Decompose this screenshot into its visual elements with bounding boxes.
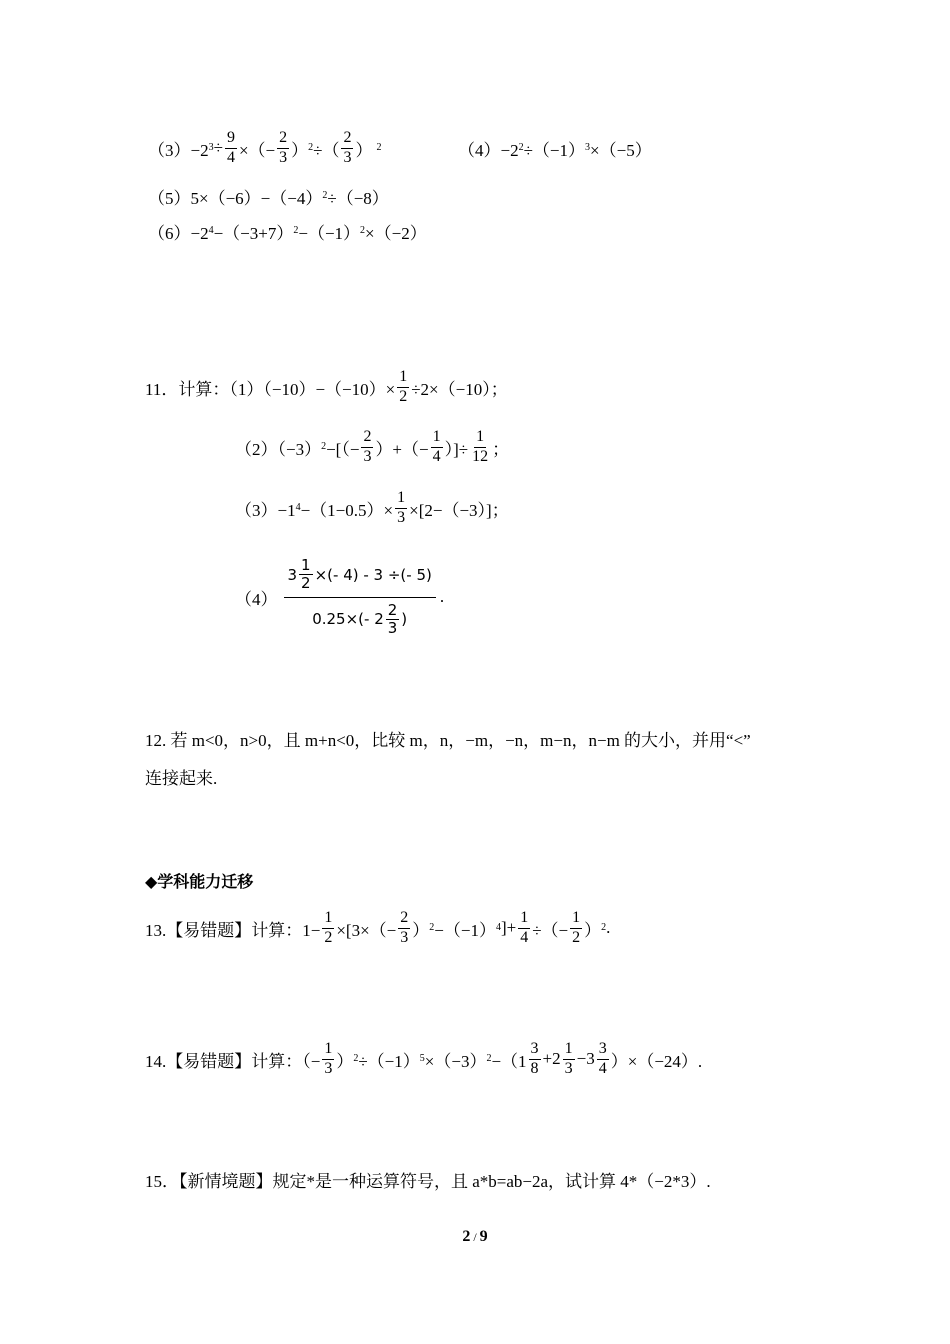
question-12-line-2 xyxy=(145,764,217,788)
numerator: 9 xyxy=(225,129,237,148)
numerator: 1 xyxy=(474,428,486,447)
section-heading xyxy=(145,868,253,892)
text: +2 xyxy=(542,1049,561,1068)
text: ÷（− xyxy=(532,920,569,940)
text: ） xyxy=(412,920,430,940)
numerator: 3 xyxy=(529,1040,541,1059)
fraction xyxy=(470,428,490,466)
text: （4）−2 xyxy=(458,140,519,160)
fraction xyxy=(570,909,582,947)
fraction xyxy=(397,368,409,406)
question-13: 13.【易错题】计算：1− $\frac{1}{2}$ ×[3×（− $\frac{2}{3}$ ） 2 −（−1） 4 ]+ $\frac{1}{4}$ ÷（− $\frac{1}{2}$ ） 2 . xyxy=(145,909,611,946)
numerator: 2 xyxy=(341,129,353,148)
text: −3 xyxy=(576,1049,595,1068)
denominator: 4 xyxy=(432,447,441,465)
denominator: 3 xyxy=(363,447,372,465)
denominator: 8 xyxy=(530,1059,539,1077)
compound-fraction xyxy=(284,557,436,637)
numerator: 1 xyxy=(431,428,443,447)
numerator: 2 xyxy=(387,600,398,619)
text: ÷（−1） xyxy=(358,1051,420,1071)
text: ÷（−8） xyxy=(327,188,389,208)
denominator: 3 xyxy=(324,1059,333,1077)
problem-10-6: （6）−2 4 −（−3+7） 2 −（−1） 2 ×（−2） xyxy=(148,219,427,243)
numerator: 1 xyxy=(395,489,407,508)
fraction xyxy=(322,909,334,947)
text: （2）（−3） xyxy=(235,439,322,459)
fraction xyxy=(386,602,400,638)
text: ÷（−1） xyxy=(523,140,586,160)
text: ）+（− xyxy=(375,439,429,459)
text: ） xyxy=(584,920,602,940)
fraction xyxy=(395,489,407,527)
denominator: 3 xyxy=(279,148,288,166)
question-11-part-4 xyxy=(235,552,444,642)
text: ÷ xyxy=(213,138,223,157)
text: ） xyxy=(355,140,373,160)
numerator: 1 xyxy=(570,909,582,928)
total-pages: 9 xyxy=(479,1228,488,1245)
compound-numerator xyxy=(284,557,436,598)
fraction xyxy=(299,557,313,593)
denominator: 4 xyxy=(520,928,529,946)
text: （4） xyxy=(235,589,278,609)
text: ； xyxy=(492,439,510,459)
denominator: 2 xyxy=(301,574,311,593)
denominator: 2 xyxy=(324,928,333,946)
text: ÷（ xyxy=(313,140,340,160)
numerator: 1 xyxy=(397,368,409,387)
denominator: 3 xyxy=(387,618,398,637)
denominator: 4 xyxy=(226,148,235,166)
text: ×（− xyxy=(238,140,276,160)
text: （6）−2 xyxy=(148,223,209,243)
text: ×（−2） xyxy=(365,223,427,243)
text: ）×（−24）. xyxy=(610,1051,703,1071)
text: −（1 xyxy=(491,1051,527,1071)
fraction xyxy=(225,129,237,167)
numerator: 2 xyxy=(398,909,410,928)
fraction xyxy=(277,129,289,167)
whole: 3 xyxy=(287,565,298,584)
denominator: 2 xyxy=(572,928,581,946)
fraction xyxy=(518,909,530,947)
question-11-part-1 xyxy=(145,365,508,409)
text: （5）5×（−6）−（−4） xyxy=(148,188,323,208)
denominator: 3 xyxy=(343,148,352,166)
fraction xyxy=(361,428,373,466)
fraction xyxy=(529,1040,541,1078)
text: （3）−2 xyxy=(148,140,209,160)
compound-denominator xyxy=(308,598,411,638)
numerator: 2 xyxy=(361,428,373,447)
text: ×（−5） xyxy=(590,140,652,160)
numerator: 2 xyxy=(277,129,289,148)
denominator: 4 xyxy=(598,1059,607,1077)
text: . xyxy=(439,587,445,606)
current-page: 2 xyxy=(462,1228,471,1245)
problem-10-3: （3）−2 3 ÷ $\frac{9}{4}$ ×（− $\frac{2}{3}$ ） 2 ÷（ $\frac{2}{3}$ ） 2 xyxy=(148,129,382,166)
numerator: 1 xyxy=(322,1040,334,1059)
denominator: 12 xyxy=(472,447,489,465)
fraction xyxy=(341,129,353,167)
text: −（1−0.5）× xyxy=(300,500,394,520)
numerator: 1 xyxy=(563,1040,575,1059)
text: −[（− xyxy=(326,439,360,459)
text: ×[2−（−3）]； xyxy=(409,500,509,520)
fraction xyxy=(322,1040,334,1078)
problem-10-5: （5）5×（−6）−（−4） 2 ÷（−8） xyxy=(148,184,389,208)
text: ×(- 4) - 3 ÷(- 5) xyxy=(314,565,432,584)
mixed-number xyxy=(288,557,315,593)
question-15 xyxy=(145,1167,711,1191)
text: −（−1） xyxy=(298,223,361,243)
text: ×[3×（− xyxy=(336,920,397,940)
fraction xyxy=(597,1040,609,1078)
fraction xyxy=(563,1040,575,1078)
text: ×（−3） xyxy=(424,1051,487,1071)
page-separator: / xyxy=(470,1230,480,1244)
problem-10-4: （4）−2 2 ÷（−1） 3 ×（−5） xyxy=(458,136,652,160)
page-number xyxy=(0,1228,950,1246)
text: ） xyxy=(291,140,309,160)
denominator: 3 xyxy=(564,1059,573,1077)
text: （3）−1 xyxy=(235,500,296,520)
text: 连接起来. xyxy=(145,768,218,788)
denominator: 2 xyxy=(399,387,408,405)
numerator: 3 xyxy=(597,1040,609,1059)
text: 14.【易错题】计算：（− xyxy=(145,1051,321,1071)
text: ）]÷ xyxy=(444,439,469,459)
question-12-line-1 xyxy=(145,726,751,750)
numerator: 1 xyxy=(518,909,530,928)
text: ◆学科能力迁移 xyxy=(145,871,254,891)
text: ) xyxy=(401,610,408,629)
numerator: 1 xyxy=(322,909,334,928)
text: . xyxy=(606,918,611,937)
question-11-part-3: （3）−1 4 −（1−0.5）× $\frac{1}{3}$ ×[2−（−3）]； xyxy=(235,489,509,526)
text: −（−3+7） xyxy=(213,223,294,243)
question-14: 14.【易错题】计算：（− $\frac{1}{3}$ ） 2 ÷（−1） 5 ×（−3） 2 −（1 $\frac{3}{8}$ +2 $\frac{1}{3}$ −3 $\frac{3}{4}$ ）×（−24）. xyxy=(145,1040,703,1077)
text: ） xyxy=(336,1051,354,1071)
denominator: 3 xyxy=(397,508,406,526)
question-11-part-2: （2）（−3） 2 −[（− $\frac{2}{3}$ ）+（− $\frac{1}{4}$ ）]÷ $\frac{1}{12}$ ； xyxy=(235,428,510,465)
text: −（−1） xyxy=(434,920,496,940)
fraction xyxy=(431,428,443,466)
text: 0.25×(- 2 xyxy=(312,610,384,629)
text: 13.【易错题】计算：1− xyxy=(145,920,321,940)
text: 15．【新情境题】规定*是一种运算符号，且 a*b=ab−2a，试计算 4*（−2*3）. xyxy=(145,1171,711,1191)
text: 11．计算：（1）（−10）−（−10）× xyxy=(145,379,396,399)
text: ÷2×（−10）； xyxy=(411,379,508,399)
numerator: 1 xyxy=(301,556,311,574)
denominator: 3 xyxy=(400,928,409,946)
text: 12. 若 m<0，n>0，且 m+n<0，比较 m，n，−m，−n，m−n，n−m 的大小，并用“<” xyxy=(145,730,751,750)
fraction xyxy=(398,909,410,947)
text: ]+ xyxy=(500,918,517,937)
